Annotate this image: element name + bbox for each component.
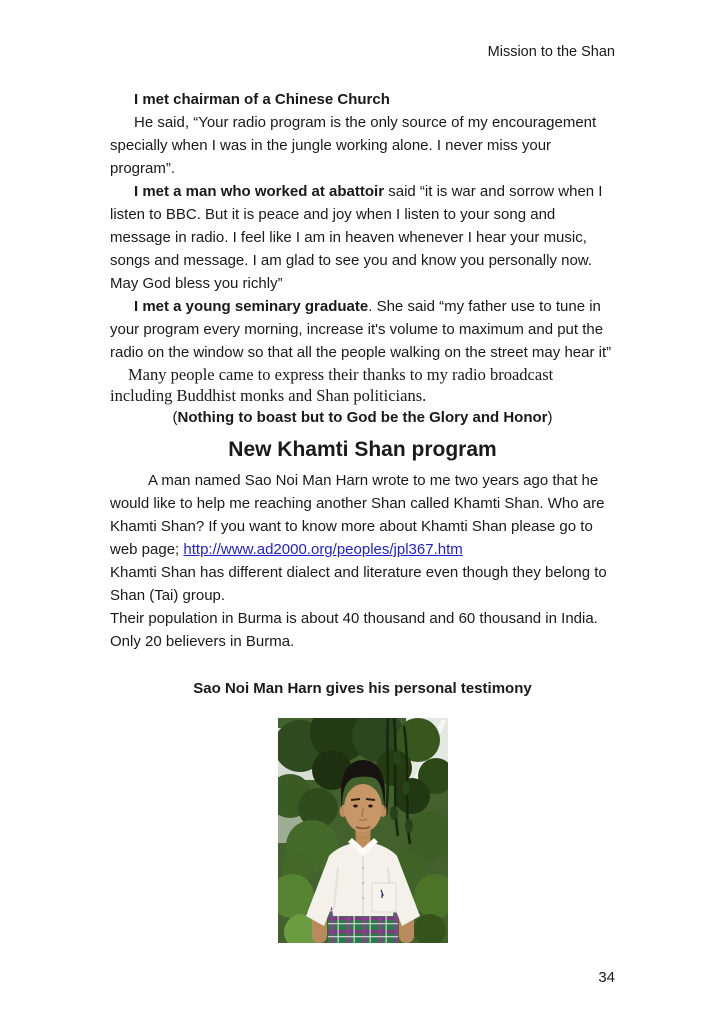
testimony-chairman-lead: I met chairman of a Chinese Church: [134, 91, 390, 108]
photo-caption: Sao Noi Man Harn gives his personal testimony: [193, 680, 532, 697]
testimony-seminary: [110, 295, 615, 364]
glory-open-paren: (: [172, 409, 178, 426]
photo-container: [110, 718, 615, 943]
khamti-intro-paragraph: [110, 469, 615, 561]
testimony-seminary-text: . She said “my father use to tune in your program every morning, increase it's volume to maximum and put the radio on the window so that all the people walking on the street may hear it”: [110, 298, 612, 361]
running-header: Mission to the Shan: [487, 44, 615, 60]
khamti-web-link[interactable]: http://www.ad2000.org/peoples/jpl367.htm: [183, 541, 463, 558]
khamti-population-paragraph: Their population in Burma is about 40 thousand and 60 thousand in India.: [110, 610, 598, 627]
section-heading-khamti: New Khamti Shan program: [228, 438, 497, 461]
testimony-chairman-text: He said, “Your radio program is the only source of my encouragement specially when I was in the jungle working alone. I never miss your program”.: [110, 114, 597, 177]
testimony-abattoir: [110, 180, 615, 295]
page-number: 34: [598, 969, 615, 986]
testimony-seminary-lead: I met a young seminary graduate: [134, 298, 369, 315]
khamti-dialect-paragraph: Khamti Shan has different dialect and literature even though they belong to Shan (Tai) group.: [110, 564, 607, 604]
page-content: [110, 88, 615, 987]
glory-line: [110, 406, 615, 429]
khamti-intro-text: A man named Sao Noi Man Harn wrote to me two years ago that he would like to help me reaching another Shan called Khamti Shan. Who are Khamti Shan? If you want to know more about Khamti Shan please go to web page;: [110, 472, 605, 558]
glory-text: Nothing to boast but to God be the Glory and Honor: [177, 409, 548, 426]
thanks-paragraph: Many people came to express their thanks to my radio broadcast including Buddhist monks and Shan politicians.: [110, 365, 554, 405]
testimony-abattoir-lead: I met a man who worked at abattoir: [134, 183, 385, 200]
portrait-photo: [278, 718, 448, 943]
glory-close-paren: ): [547, 409, 553, 426]
testimony-chairman-heading: [110, 88, 615, 111]
testimony-abattoir-text: said “it is war and sorrow when I listen to BBC. But it is peace and joy when I listen to your song and message in radio. I feel like I am in heaven whenever I hear your music, songs and message. I am glad to see you and know you personally now. May God bless you richly”: [110, 183, 603, 292]
khamti-believers-paragraph: Only 20 believers in Burma.: [110, 633, 295, 650]
